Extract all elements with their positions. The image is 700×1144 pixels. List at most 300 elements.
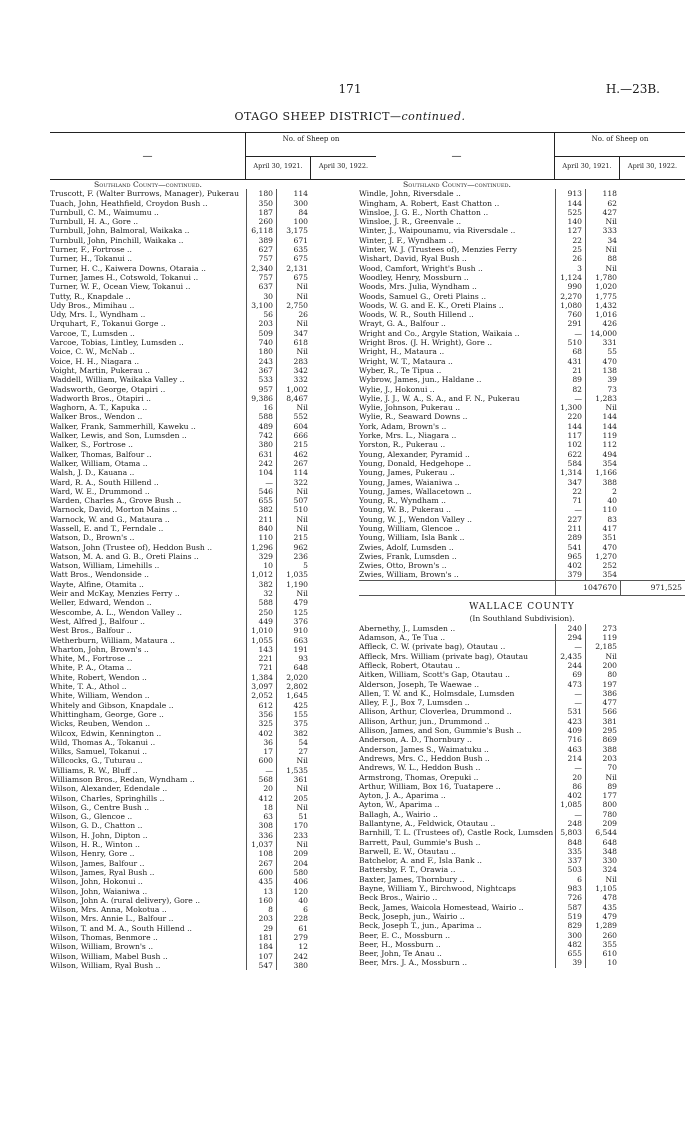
sheep-1922: Nil — [585, 264, 620, 273]
sheep-1922: 191 — [276, 645, 311, 654]
sheep-1922: 138 — [585, 366, 620, 375]
sheep-1922: 215 — [276, 533, 311, 542]
sheep-1922: 1,535 — [276, 766, 311, 775]
sheep-1921: 89 — [555, 375, 585, 384]
table-row — [359, 236, 685, 245]
table-row — [359, 828, 685, 837]
sheep-1921: 68 — [555, 347, 585, 356]
sheep-1922: 119 — [585, 431, 620, 440]
table-row — [50, 738, 376, 747]
sheep-1922: 635 — [276, 245, 311, 254]
sheep-1922: 39 — [585, 375, 620, 384]
owner-name: Wishart, David, Ryal Bush .. — [359, 254, 467, 264]
owner-name: Voight, Martin, Pukerau .. — [50, 365, 150, 375]
table-row — [50, 533, 376, 542]
sheep-1921: 181 — [246, 933, 276, 942]
sheep-1921: 509 — [246, 329, 276, 338]
sheep-1921: 463 — [555, 745, 585, 754]
table-row — [359, 459, 685, 468]
owner-name: Woods, Samuel G., Oreti Plains .. — [359, 291, 486, 301]
owner-name: Walker, S., Fortrose .. — [50, 440, 133, 450]
sheep-1921: 291 — [555, 319, 585, 328]
sheep-1922: 342 — [276, 366, 311, 375]
sheep-1922: 470 — [585, 357, 620, 366]
table-row — [50, 487, 376, 496]
sheep-1921: 22 — [555, 487, 585, 496]
table-row — [50, 301, 376, 310]
owner-name: Young, James, Pukerau .. — [359, 468, 455, 478]
sheep-1922: 1,020 — [585, 282, 620, 291]
owner-name: Wilcox, Edwin, Kennington .. — [50, 728, 162, 738]
table-row — [50, 663, 376, 672]
table-row — [50, 347, 376, 356]
table-row — [359, 838, 685, 847]
table-row — [50, 719, 376, 728]
table-row — [50, 524, 376, 533]
sheep-1922: 648 — [585, 838, 620, 847]
sheep-1921: 1,080 — [555, 301, 585, 310]
left-column — [50, 132, 376, 970]
owner-name: Wilson, T. and M. A., South Hillend .. — [50, 923, 192, 933]
table-row — [359, 754, 685, 763]
table-row — [359, 552, 685, 561]
sheep-1922: 6,544 — [585, 828, 620, 837]
owner-name: West, Alfred J., Balfour .. — [50, 616, 145, 626]
owner-name: Wingham, A. Robert, East Chatton .. — [359, 198, 500, 208]
sheep-1922: 273 — [585, 624, 620, 633]
table-row — [359, 661, 685, 670]
table-row — [50, 701, 376, 710]
sheep-1921: 29 — [246, 924, 276, 933]
owner-name: Beer, E. C., Mossburn .. — [359, 930, 450, 940]
table-row — [50, 747, 376, 756]
right-column — [359, 132, 685, 968]
owner-name: Young, W. J., Wendon Valley .. — [359, 514, 472, 524]
owner-name: Woods, W. G. and E. K., Oreti Plains .. — [359, 300, 504, 310]
table-row — [359, 782, 685, 791]
table-row — [50, 226, 376, 235]
table-row — [359, 949, 685, 958]
sheep-1921: 547 — [246, 961, 276, 970]
owner-name: Wilson, John A. (rural delivery), Gore .. — [50, 895, 201, 905]
sheep-1921: 107 — [246, 952, 276, 961]
sheep-1921: 965 — [555, 552, 585, 561]
owner-name: Ayton, W., Aparima .. — [359, 800, 440, 810]
sheep-1922: 55 — [585, 347, 620, 356]
sheep-1921: — — [555, 329, 585, 338]
total-1921: 1047670 — [555, 581, 620, 595]
sheep-1921: 3 — [555, 264, 585, 273]
sheep-1921: 588 — [246, 412, 276, 421]
table-row — [359, 505, 685, 514]
sheep-1922: 100 — [276, 217, 311, 226]
sheep-1921: 840 — [246, 524, 276, 533]
sheep-1921: 983 — [555, 884, 585, 893]
sheep-1922: 417 — [585, 524, 620, 533]
owner-name: Wilson, William, Ryal Bush .. — [50, 960, 161, 970]
owner-name: Wayte, Alfine, Otamita .. — [50, 579, 144, 589]
table-row — [359, 450, 685, 459]
owner-name: Warnock, W. and G., Mataura .. — [50, 514, 170, 524]
table-row — [359, 791, 685, 800]
sheep-1921: 5,803 — [555, 828, 585, 837]
owner-name: Affleck, Mrs. William (private bag), Otautau — [359, 651, 529, 661]
sheep-1921: 335 — [555, 847, 585, 856]
sheep-1921: 627 — [246, 245, 276, 254]
owner-name: Allison, Arthur, Cloverlea, Drummond .. — [359, 707, 512, 717]
owner-name: White, T. A., Athol .. — [50, 682, 127, 692]
table-row — [50, 598, 376, 607]
table-row — [50, 636, 376, 645]
sheep-1921: 203 — [246, 319, 276, 328]
owner-name: Wright Bros. (J. H. Wright), Gore .. — [359, 338, 493, 348]
sheep-1922: Nil — [276, 784, 311, 793]
sheep-1921: 187 — [246, 208, 276, 217]
sheep-1921: 180 — [246, 189, 276, 198]
table-row — [50, 924, 376, 933]
sheep-1922: 6 — [276, 905, 311, 914]
table-row — [50, 245, 376, 254]
sheep-1921: — — [555, 689, 585, 698]
sheep-1922: 177 — [585, 791, 620, 800]
table-row — [359, 254, 685, 263]
sheep-1921: 184 — [246, 942, 276, 951]
sheep-1922: Nil — [276, 347, 311, 356]
sheep-1922: 406 — [276, 877, 311, 886]
owner-name: Aitken, William, Scott's Gap, Otautau .. — [359, 670, 510, 680]
table-row — [50, 775, 376, 784]
table-row — [359, 347, 685, 356]
county-total-row — [359, 580, 685, 596]
sheep-1921: — — [555, 810, 585, 819]
table-row — [359, 865, 685, 874]
sheep-1922: 73 — [585, 385, 620, 394]
owner-name: Wright and Co., Argyle Station, Waikaia .. — [359, 328, 520, 338]
owner-name: Wilson, Thomas, Benmore .. — [50, 933, 158, 943]
sheep-1922: 332 — [276, 375, 311, 384]
sheep-1922: 203 — [585, 754, 620, 763]
sheep-1922: 477 — [585, 698, 620, 707]
sheep-1921: 531 — [555, 707, 585, 716]
sheep-1922: 5 — [276, 561, 311, 570]
table-row — [359, 189, 685, 198]
sheep-1922: 1,035 — [276, 570, 311, 579]
owner-name: Watson, M. A. and G. B., Oreti Plains .. — [50, 551, 199, 561]
table-row — [50, 552, 376, 561]
table-row — [50, 849, 376, 858]
owner-name: Batchelor, A. and F., Isla Bank .. — [359, 856, 482, 866]
page-title — [0, 110, 700, 123]
sheep-1922: 380 — [276, 961, 311, 970]
header-year-1921: April 30, 1921. — [246, 157, 311, 180]
sheep-1921: 435 — [246, 877, 276, 886]
owner-name: Alley, F. J., Box 7, Lumsden .. — [359, 698, 470, 708]
sheep-1922: 348 — [585, 847, 620, 856]
table-row — [359, 773, 685, 782]
sheep-1921: 431 — [555, 357, 585, 366]
sheep-1922: 426 — [585, 319, 620, 328]
table-row — [359, 689, 685, 698]
sheep-1921: 244 — [555, 661, 585, 670]
sheep-1921: 32 — [246, 589, 276, 598]
table-row — [50, 273, 376, 282]
sheep-1921: 356 — [246, 710, 276, 719]
sheep-1921: — — [555, 763, 585, 772]
sheep-1922: 112 — [585, 440, 620, 449]
sheep-1922: 14,000 — [585, 329, 620, 338]
sheep-1921: 2,340 — [246, 264, 276, 273]
sheep-1922: 388 — [585, 478, 620, 487]
sheep-1921: 622 — [555, 450, 585, 459]
table-row — [50, 645, 376, 654]
table-row — [50, 422, 376, 431]
sheep-1922: 88 — [585, 254, 620, 263]
table-row — [50, 459, 376, 468]
sheep-1922: 80 — [585, 670, 620, 679]
sheep-1921: 402 — [555, 791, 585, 800]
table-row — [50, 375, 376, 384]
sheep-1921: 600 — [246, 756, 276, 765]
owner-name: Beck, Joseph, jun., Wairio .. — [359, 911, 465, 921]
sheep-1922: Nil — [276, 282, 311, 291]
owner-name: Allison, James, and Son, Gummie's Bush .. — [359, 726, 522, 736]
owner-name: Wilson, H. R., Winton .. — [50, 840, 140, 850]
table-row — [359, 707, 685, 716]
sheep-1922: 478 — [585, 893, 620, 902]
sheep-1921: 848 — [555, 838, 585, 847]
table-row — [359, 958, 685, 967]
sheep-1922: 1,775 — [585, 292, 620, 301]
sheep-1922: Nil — [585, 773, 620, 782]
sheep-1921: 22 — [555, 236, 585, 245]
sheep-1922: 27 — [276, 747, 311, 756]
sheep-1922: 170 — [276, 821, 311, 830]
sheep-1922: 2,185 — [585, 642, 620, 651]
table-row — [359, 226, 685, 235]
sheep-1921: 180 — [246, 347, 276, 356]
owner-name: Winsloe, J. G. E., North Chatton .. — [359, 207, 489, 217]
owner-name: Wilson, Mrs. Annie L., Balfour .. — [50, 914, 174, 924]
sheep-1922: 666 — [276, 431, 311, 440]
table-row — [50, 952, 376, 961]
sheep-1921: 30 — [246, 292, 276, 301]
sheep-1921: 13 — [246, 887, 276, 896]
table-row — [50, 338, 376, 347]
sheep-1922: 351 — [585, 533, 620, 542]
table-row — [359, 680, 685, 689]
sheep-1921: 36 — [246, 738, 276, 747]
sheep-1922: Nil — [585, 652, 620, 661]
sheep-1922: 381 — [585, 717, 620, 726]
sheep-1922: 10 — [585, 958, 620, 967]
owner-name: Abernethy, J., Lumsden .. — [359, 623, 456, 633]
owner-name: Tutty, R., Knapdale .. — [50, 291, 131, 301]
sheep-1922: 2,802 — [276, 682, 311, 691]
owner-name: Wadworth Bros., Otapiri .. — [50, 393, 151, 403]
sheep-1921: 240 — [555, 624, 585, 633]
sheep-1922: Nil — [276, 515, 311, 524]
sheep-1922: 200 — [585, 661, 620, 670]
sheep-1921: 1,300 — [555, 403, 585, 412]
sheep-1921: 1,037 — [246, 840, 276, 849]
sheep-1922: 260 — [585, 931, 620, 940]
header-dash: — — [359, 133, 555, 179]
owner-name: Adamson, A., Te Tua .. — [359, 633, 446, 643]
header-year-1921: April 30, 1921. — [555, 157, 620, 180]
owner-name: Beck, Joseph T., jun., Aparima .. — [359, 921, 482, 931]
table-row — [359, 431, 685, 440]
sheep-1922: 1,166 — [585, 468, 620, 477]
owner-name: Wylie, J. J., W. A., S. A., and F. N., Pukerau — [359, 393, 520, 403]
owner-name: Young, R., Wyndham .. — [359, 496, 446, 506]
table-row — [359, 875, 685, 884]
sheep-1922: 648 — [276, 663, 311, 672]
sheep-1922: 354 — [585, 459, 620, 468]
sheep-1921: 144 — [555, 199, 585, 208]
table-row — [359, 856, 685, 865]
sheep-1921: 9,386 — [246, 394, 276, 403]
table-row — [50, 329, 376, 338]
owner-name: Young, James, Wallacetown .. — [359, 486, 472, 496]
sheep-1921: 449 — [246, 617, 276, 626]
sheep-1922: 361 — [276, 775, 311, 784]
sheep-1921: 655 — [555, 949, 585, 958]
sheep-1922: 118 — [585, 189, 620, 198]
sheep-1921: 102 — [555, 440, 585, 449]
table-row — [359, 403, 685, 412]
sheep-1922: 283 — [276, 357, 311, 366]
owner-name: Wilson, James, Balfour .. — [50, 858, 145, 868]
owner-name: Turner, James H., Cotswold, Tokanui .. — [50, 272, 199, 282]
owner-name: Allen, T. W. and K., Holmsdale, Lumsden — [359, 688, 515, 698]
owner-name: Wassell, E. and T., Ferndale .. — [50, 523, 164, 533]
owner-name: Warnock, David, Morton Mains .. — [50, 505, 178, 515]
sheep-1922: 1,283 — [585, 394, 620, 403]
table-row — [359, 642, 685, 651]
sheep-1922: 1,190 — [276, 580, 311, 589]
sheep-1921: 214 — [555, 754, 585, 763]
table-row — [359, 931, 685, 940]
sheep-1922: 61 — [276, 924, 311, 933]
owner-name: White, P. A., Otama .. — [50, 663, 132, 673]
table-row — [50, 292, 376, 301]
table-row — [359, 422, 685, 431]
sheep-1922: 386 — [585, 689, 620, 698]
sheep-1922: 376 — [276, 617, 311, 626]
owner-name: Beer, H., Mossburn .. — [359, 939, 441, 949]
owner-name: Armstrong, Thomas, Orepuki .. — [359, 772, 479, 782]
owner-name: Winter, J., Waipounamu, via Riversdale .. — [359, 226, 516, 236]
owner-name: Wood, Camfort, Wright's Bush .. — [359, 263, 483, 273]
table-row — [359, 301, 685, 310]
sheep-1921: 631 — [246, 450, 276, 459]
owner-name: White, William, Wendon .. — [50, 691, 150, 701]
sheep-1922: Nil — [276, 803, 311, 812]
title-main: OTAGO SHEEP DISTRICT — [234, 110, 390, 123]
sheep-1921: 325 — [246, 719, 276, 728]
owner-name: Ward, R. A., South Hillend .. — [50, 477, 159, 487]
table-row — [359, 440, 685, 449]
owner-name: Barwell, E. W., Otautau .. — [359, 846, 456, 856]
sheep-1922: Nil — [585, 403, 620, 412]
owner-name: Wilson, Mrs. Anna, Mokotua .. — [50, 905, 167, 915]
owner-name: Walker, Frank, Sammerhill, Kaweku .. — [50, 421, 196, 431]
owner-name: White, Robert, Wendon .. — [50, 672, 147, 682]
sheep-1922: 236 — [276, 552, 311, 561]
sheep-1921: 294 — [555, 633, 585, 642]
owner-name: Wescombe, A. L., Wendon Valley .. — [50, 607, 182, 617]
sheep-1922: 3,175 — [276, 226, 311, 235]
sheep-1922: Nil — [585, 217, 620, 226]
sheep-1921: 655 — [246, 496, 276, 505]
table-row — [359, 652, 685, 661]
sheep-1921: 21 — [555, 366, 585, 375]
sheep-1922: 388 — [585, 745, 620, 754]
sheep-1922: 427 — [585, 208, 620, 217]
table-row — [50, 756, 376, 765]
owner-name: Weller, Edward, Wendon .. — [50, 598, 152, 608]
right-table-body — [359, 180, 685, 968]
owner-name: Baxter, James, Thornbury .. — [359, 874, 465, 884]
table-row — [359, 338, 685, 347]
sheep-1921: 16 — [246, 403, 276, 412]
owner-name: Turner, W. F., Ocean View, Tokanui .. — [50, 282, 191, 292]
sheep-1921: 1,296 — [246, 543, 276, 552]
sheep-1922: 54 — [276, 738, 311, 747]
owner-name: Udy, Mrs. I., Wyndham .. — [50, 310, 146, 320]
table-row — [50, 515, 376, 524]
table-row — [50, 319, 376, 328]
owner-name: Battersby, F. T., Orawia .. — [359, 865, 456, 875]
sheep-1922: 89 — [585, 782, 620, 791]
owner-name: Varcoe, Tobias, Lintley, Lumsden .. — [50, 338, 184, 348]
table-row — [359, 810, 685, 819]
sheep-1922: 800 — [585, 800, 620, 809]
page-number: 171 — [338, 82, 362, 96]
table-row — [50, 608, 376, 617]
sheep-1922: 233 — [276, 831, 311, 840]
sheep-1922: 93 — [276, 654, 311, 663]
sheep-1922: 355 — [585, 940, 620, 949]
owner-name: Yorke, Mrs. L., Niagara .. — [359, 431, 457, 441]
owner-name: Ward, W. E., Drummond .. — [50, 486, 150, 496]
sheep-1921: 243 — [246, 357, 276, 366]
sheep-1921: 525 — [555, 208, 585, 217]
sheep-1921: 760 — [555, 310, 585, 319]
header-dash: — — [50, 133, 246, 179]
sheep-1921: 423 — [555, 717, 585, 726]
sheep-1922: 333 — [585, 226, 620, 235]
owner-name: Udy Bros., Mimihau .. — [50, 300, 135, 310]
sheep-1922: 34 — [585, 236, 620, 245]
county-heading: WALLACE COUNTY — [469, 601, 575, 612]
table-row — [50, 580, 376, 589]
owner-name: Andrews, Mrs. C., Heddon Bush .. — [359, 753, 490, 763]
owner-name: Zwies, Frank, Lumsden .. — [359, 551, 457, 561]
sheep-1922: 566 — [585, 707, 620, 716]
owner-name: Bayne, William Y., Birchwood, Nightcaps — [359, 884, 516, 894]
sheep-1922: 604 — [276, 422, 311, 431]
owner-name: Woods, Mrs. Julia, Wyndham .. — [359, 282, 477, 292]
owner-name: Willcocks, G., Tuturau .. — [50, 756, 143, 766]
sheep-1921: 568 — [246, 775, 276, 784]
table-header — [359, 132, 685, 180]
sheep-1921: 221 — [246, 654, 276, 663]
table-row — [50, 821, 376, 830]
table-row — [359, 912, 685, 921]
sheep-1922: 114 — [276, 189, 311, 198]
header-sheep: No. of Sheep on — [555, 133, 685, 157]
